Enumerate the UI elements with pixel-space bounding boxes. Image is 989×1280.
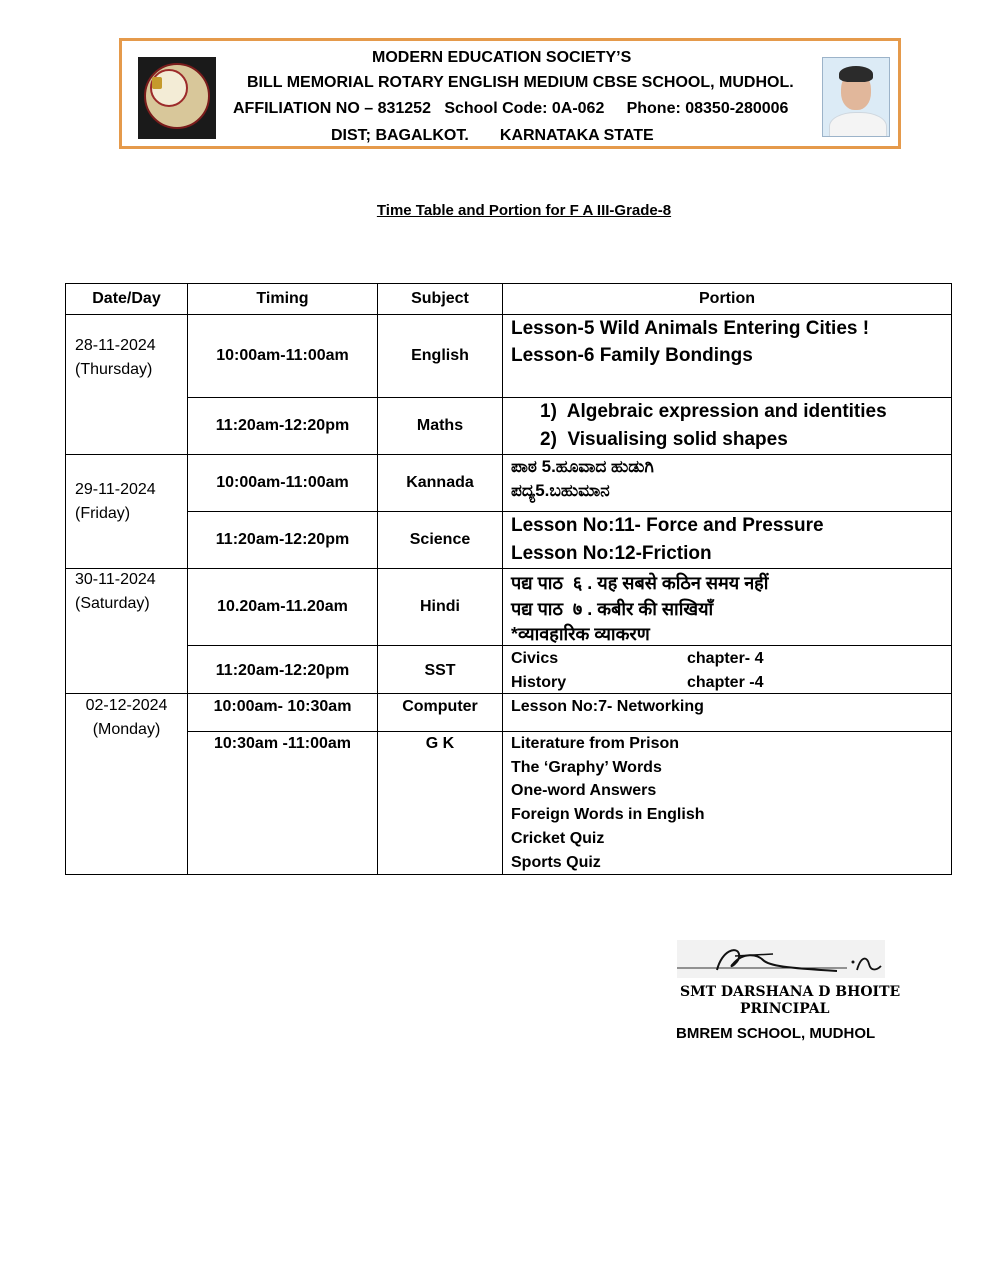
portion-line: Cricket Quiz [511, 830, 605, 847]
portion-line: The ‘Graphy’ Words [511, 759, 662, 776]
school-name: BILL MEMORIAL ROTARY ENGLISH MEDIUM CBSE SCHOOL, MUDHOL. [247, 74, 794, 91]
portion-line: *व्यावहारिक व्याकरण [511, 624, 650, 644]
portion-line: Lesson No:11- Force and Pressure [511, 515, 824, 536]
subject-cell: Kannada [406, 474, 474, 491]
principal-signature [677, 940, 885, 978]
timing-cell: 10:30am -11:00am [214, 735, 351, 752]
portion-line: 1) Algebraic expression and identities [540, 401, 887, 422]
portion-line: Lesson-5 Wild Animals Entering Cities ! [511, 318, 870, 339]
day-cell: (Monday) [92, 721, 161, 738]
subject-cell: SST [424, 662, 456, 679]
portion-chapter: chapter- 4 [687, 650, 764, 667]
subject-cell: Hindi [420, 598, 460, 615]
subject-cell: Science [409, 531, 471, 548]
school-short-name: BMREM SCHOOL, MUDHOL [676, 1025, 876, 1042]
timetable [65, 283, 952, 875]
portion-line: Literature from Prison [511, 735, 680, 752]
portion-chapter: chapter -4 [687, 674, 764, 691]
portion-line: Lesson No:12-Friction [511, 543, 712, 564]
portion-line: पद्य पाठ ६ . यह सबसे कठिन समय नहीं [511, 573, 769, 593]
portion-line: Lesson No:7- Networking [511, 698, 704, 715]
timing-cell: 10:00am-11:00am [216, 474, 349, 491]
affiliation-line: AFFILIATION NO – 831252 School Code: 0A-062 Phone: 08350-280006 [233, 100, 789, 117]
portion-line: ಪದ್ಯ5.ಬಹುಮಾನ [511, 481, 610, 500]
school-header [119, 38, 901, 149]
portion-line: ಪಾಠ 5.ಹೂವಾದ ಹುಡುಗಿ [511, 457, 654, 476]
column-header-date: Date/Day [92, 290, 161, 307]
day-cell: (Saturday) [75, 595, 150, 612]
timing-cell: 10:00am-11:00am [216, 347, 349, 364]
portion-line: One-word Answers [511, 782, 657, 799]
day-cell: (Friday) [75, 505, 131, 522]
date-cell: 28-11-2024 [75, 337, 156, 354]
page-title: Time Table and Portion for F A III-Grade-8 [376, 202, 672, 219]
day-cell: (Thursday) [75, 361, 153, 378]
date-cell: 02-12-2024 [85, 697, 168, 714]
timing-cell: 10.20am-11.20am [217, 598, 348, 615]
timing-cell: 11:20am-12:20pm [215, 662, 350, 679]
school-logo-icon [138, 57, 216, 139]
portion-line: History [511, 674, 567, 691]
timing-cell: 10:00am- 10:30am [213, 698, 352, 715]
date-cell: 29-11-2024 [75, 481, 156, 498]
portion-line: Foreign Words in English [511, 806, 705, 823]
subject-cell: Maths [416, 417, 464, 434]
date-cell: 30-11-2024 [75, 571, 156, 588]
column-header-subject: Subject [411, 290, 469, 307]
principal-photo [822, 57, 890, 137]
portion-line: 2) Visualising solid shapes [540, 429, 788, 450]
principal-name: SMT DARSHANA D BHOITE [680, 984, 901, 1000]
principal-role: PRINCIPAL [740, 1001, 830, 1017]
district-line: DIST; BAGALKOT. KARNATAKA STATE [331, 127, 654, 144]
timing-cell: 11:20am-12:20pm [215, 417, 350, 434]
subject-cell: English [411, 347, 469, 364]
portion-line: Lesson-6 Family Bondings [511, 345, 753, 366]
society-name: MODERN EDUCATION SOCIETY’S [372, 49, 632, 66]
subject-cell: Computer [402, 698, 478, 715]
subject-cell: G K [425, 735, 455, 752]
column-header-timing: Timing [256, 290, 309, 307]
column-header-portion: Portion [699, 290, 755, 307]
portion-line: Civics [511, 650, 559, 667]
timing-cell: 11:20am-12:20pm [215, 531, 350, 548]
portion-line: Sports Quiz [511, 854, 601, 871]
portion-line: पद्य पाठ ७ . कबीर की साखियाँ [511, 599, 714, 619]
